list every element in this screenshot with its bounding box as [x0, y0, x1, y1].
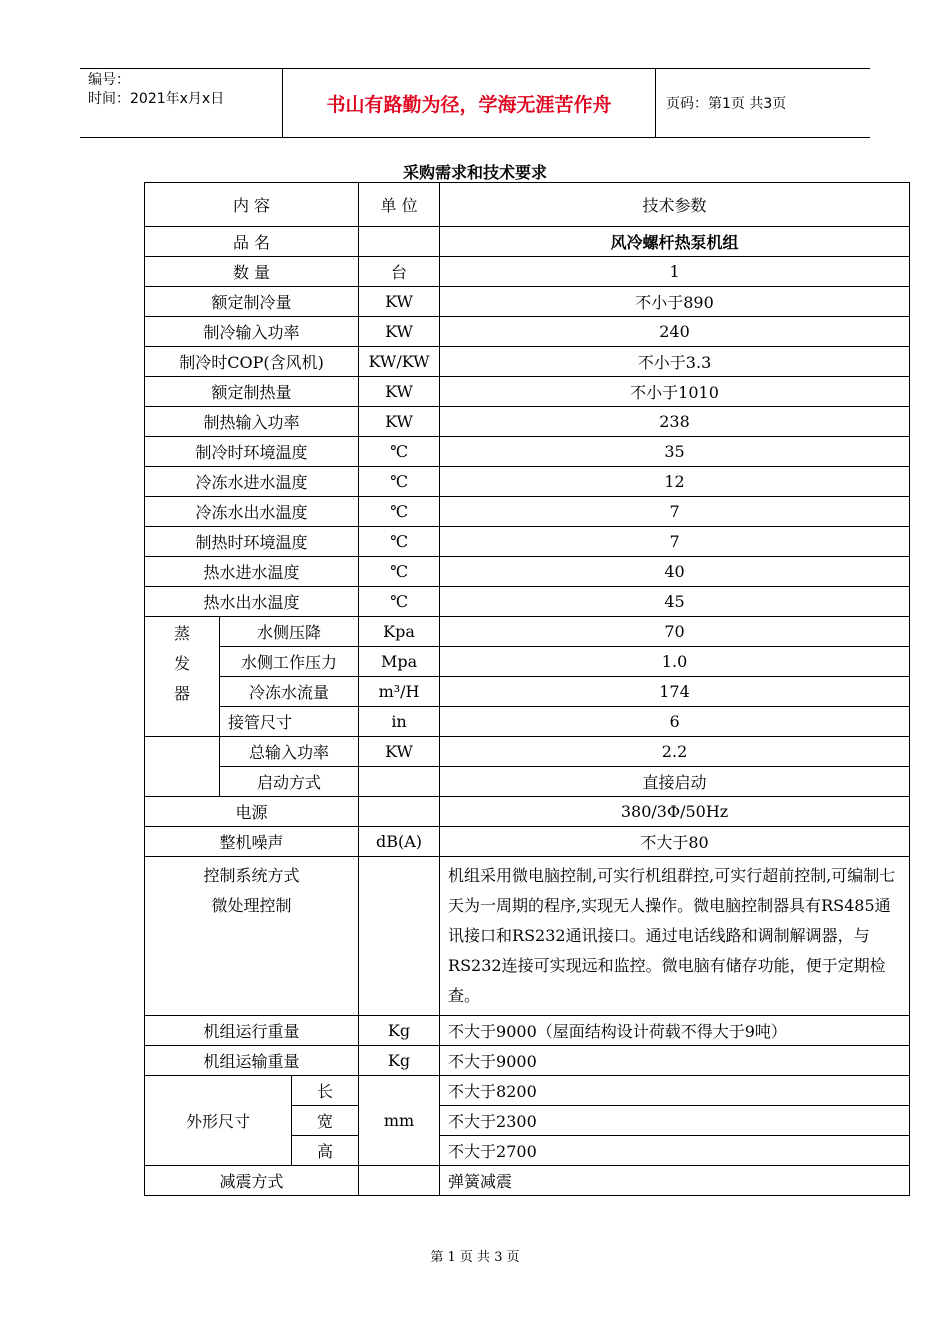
row-unit — [359, 767, 440, 797]
table-row — [145, 467, 910, 497]
header-param: 技术参数 — [440, 183, 910, 227]
fan-row — [145, 767, 910, 797]
header-motto: 书山有路勤为径，学海无涯苦作舟 — [283, 69, 656, 137]
row-name: 制热输入功率 — [145, 407, 359, 437]
table-row — [145, 437, 910, 467]
row-value: 不大于80 — [440, 827, 910, 857]
table-row — [145, 407, 910, 437]
row-name: 机组运输重量 — [145, 1046, 359, 1076]
fan-row — [145, 737, 910, 767]
row-value: 不大于9000 — [440, 1046, 910, 1076]
evaporator-row — [145, 707, 910, 737]
row-value: 6 — [440, 707, 910, 737]
row-unit: KW — [359, 737, 440, 767]
header-meta — [80, 69, 283, 137]
row-name: 水侧工作压力 — [220, 647, 359, 677]
number-label: 编号： — [88, 72, 130, 88]
row-value: 238 — [440, 407, 910, 437]
header-content: 内 容 — [145, 183, 359, 227]
row-value: 174 — [440, 677, 910, 707]
evaporator-label-char: 器 — [173, 684, 190, 703]
row-value: 不大于9000（屋面结构设计荷载不得大于9吨） — [440, 1016, 910, 1046]
evaporator-row — [145, 677, 910, 707]
row-unit — [359, 227, 440, 257]
row-value: 35 — [440, 437, 910, 467]
control-name-line: 控制系统方式 — [203, 866, 300, 885]
row-value: 40 — [440, 557, 910, 587]
row-unit: dB(A) — [359, 827, 440, 857]
row-value: 不大于8200 — [440, 1076, 910, 1106]
row-value: 240 — [440, 317, 910, 347]
row-unit: KW — [359, 287, 440, 317]
row-name: 额定制冷量 — [145, 287, 359, 317]
evaporator-row — [145, 647, 910, 677]
dimensions-name: 外形尺寸 — [145, 1076, 292, 1166]
row-value: 1.0 — [440, 647, 910, 677]
header-page-code: 页码：第1页 共3页 — [666, 96, 787, 112]
row-unit: ℃ — [359, 527, 440, 557]
row-name: 数 量 — [145, 257, 359, 287]
row-value: 45 — [440, 587, 910, 617]
row-value: 1 — [440, 257, 910, 287]
table-row — [145, 497, 910, 527]
row-name: 额定制热量 — [145, 377, 359, 407]
table-row — [145, 377, 910, 407]
row-name: 机组运行重量 — [145, 1016, 359, 1046]
row-unit: ℃ — [359, 467, 440, 497]
page-header — [80, 68, 870, 138]
row-value: 不大于2700 — [440, 1136, 910, 1166]
row-unit — [359, 797, 440, 827]
row-unit — [359, 1166, 440, 1196]
row-unit: ℃ — [359, 437, 440, 467]
date-label: 时间：2021年x月x日 — [88, 91, 225, 107]
row-name: 品 名 — [145, 227, 359, 257]
row-unit: ℃ — [359, 587, 440, 617]
row-name: 冷冻水进水温度 — [145, 467, 359, 497]
row-unit: ℃ — [359, 557, 440, 587]
table-row — [145, 797, 910, 827]
table-row — [145, 527, 910, 557]
row-name: 制冷时环境温度 — [145, 437, 359, 467]
fan-group-blank — [145, 737, 220, 797]
row-unit: KW/KW — [359, 347, 440, 377]
row-value: 直接启动 — [440, 767, 910, 797]
table-row — [145, 227, 910, 257]
row-name: 总输入功率 — [220, 737, 359, 767]
row-value: 12 — [440, 467, 910, 497]
dimension-sub: 宽 — [292, 1106, 359, 1136]
row-unit: 台 — [359, 257, 440, 287]
header-unit: 单 位 — [359, 183, 440, 227]
page-footer: 第 1 页 共 3 页 — [430, 1250, 520, 1265]
row-value: 不小于3.3 — [440, 347, 910, 377]
row-name: 热水出水温度 — [145, 587, 359, 617]
row-name: 制冷时COP(含风机) — [145, 347, 359, 377]
evaporator-label — [145, 617, 220, 737]
row-unit: Kpa — [359, 617, 440, 647]
row-name: 制热时环境温度 — [145, 527, 359, 557]
dimensions-unit: mm — [359, 1076, 440, 1166]
row-unit: Kg — [359, 1046, 440, 1076]
table-row — [145, 1016, 910, 1046]
row-name: 冷冻水出水温度 — [145, 497, 359, 527]
table-row — [145, 287, 910, 317]
evaporator-row — [145, 617, 910, 647]
product-name: 风冷螺杆热泵机组 — [440, 227, 910, 257]
row-value: 不大于2300 — [440, 1106, 910, 1136]
table-row — [145, 1166, 910, 1196]
table-row — [145, 317, 910, 347]
row-name: 接管尺寸 — [220, 707, 359, 737]
row-value: 不小于1010 — [440, 377, 910, 407]
control-description: 机组采用微电脑控制,可实行机组群控,可实行超前控制,可编制七天为一周期的程序,实现无人操作。微电脑控制器具有RS485通讯接口和RS232通讯接口。通过电话线路和调制解调器，与RS232连接可实现远和监控。微电脑有储存功能，便于定期检查。 — [440, 857, 910, 1016]
row-name: 制冷输入功率 — [145, 317, 359, 347]
row-name: 冷冻水流量 — [220, 677, 359, 707]
row-value: 7 — [440, 527, 910, 557]
row-unit — [359, 857, 440, 1016]
row-value: 380/3Φ/50Hz — [440, 797, 910, 827]
document-title: 采购需求和技术要求 — [402, 163, 547, 182]
table-header-row — [145, 183, 910, 227]
evaporator-label-char: 发 — [173, 654, 190, 673]
row-unit: KW — [359, 407, 440, 437]
control-name — [145, 857, 359, 1016]
row-value: 弹簧减震 — [440, 1166, 910, 1196]
control-name-line: 微处理控制 — [211, 896, 292, 915]
dimension-row — [145, 1076, 910, 1106]
row-name: 水侧压降 — [220, 617, 359, 647]
row-unit: KW — [359, 317, 440, 347]
control-row — [145, 857, 910, 1016]
row-unit: ℃ — [359, 497, 440, 527]
table-row — [145, 557, 910, 587]
row-value: 70 — [440, 617, 910, 647]
dimension-sub: 高 — [292, 1136, 359, 1166]
row-name: 启动方式 — [220, 767, 359, 797]
row-unit: Mpa — [359, 647, 440, 677]
table-row — [145, 1046, 910, 1076]
spec-table — [144, 182, 910, 1196]
table-row — [145, 827, 910, 857]
row-name: 减震方式 — [145, 1166, 359, 1196]
row-name: 整机噪声 — [145, 827, 359, 857]
row-name: 电源 — [145, 797, 359, 827]
evaporator-label-char: 蒸 — [173, 624, 190, 643]
row-value: 7 — [440, 497, 910, 527]
table-row — [145, 587, 910, 617]
row-unit: in — [359, 707, 440, 737]
dimension-sub: 长 — [292, 1076, 359, 1106]
row-name: 热水进水温度 — [145, 557, 359, 587]
row-unit: Kg — [359, 1016, 440, 1046]
table-row — [145, 347, 910, 377]
table-row — [145, 257, 910, 287]
row-unit: KW — [359, 377, 440, 407]
row-value: 2.2 — [440, 737, 910, 767]
row-unit: m³/H — [359, 677, 440, 707]
row-value: 不小于890 — [440, 287, 910, 317]
